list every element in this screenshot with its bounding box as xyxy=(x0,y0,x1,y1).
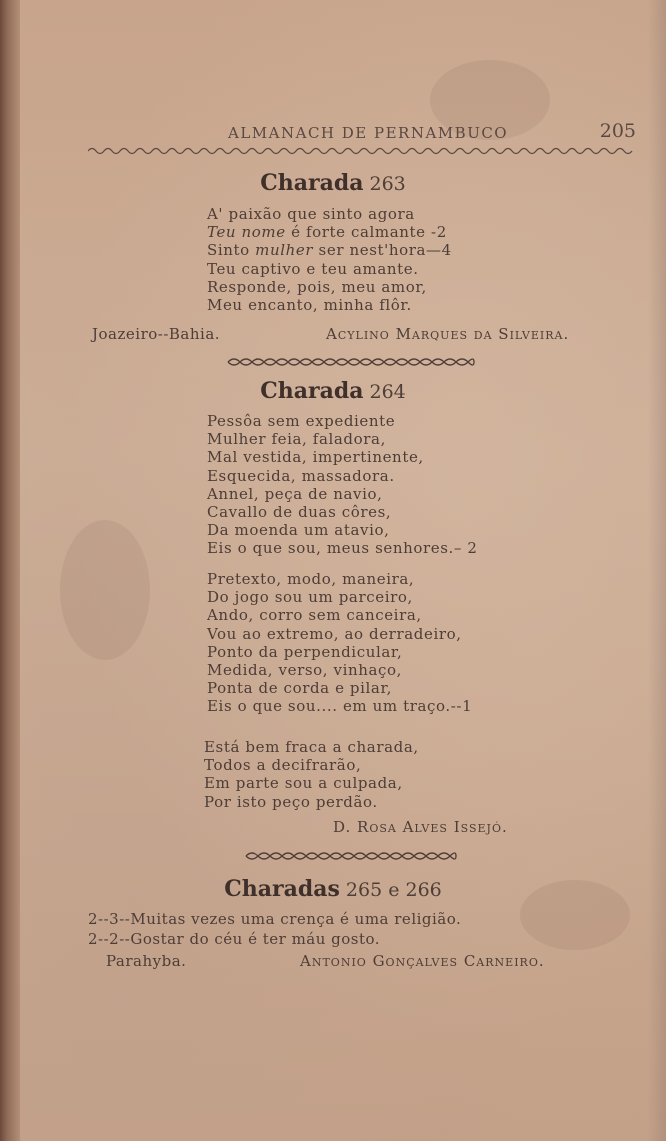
ornamental-divider xyxy=(0,850,666,862)
verse-line: Ando, corro sem canceira, xyxy=(207,606,422,625)
verse-line: Todos a decifrarão, xyxy=(204,756,362,775)
verse-line: Está bem fraca a charada, xyxy=(204,738,419,756)
paper-stain xyxy=(60,520,150,660)
verse-line: Em parte sou a culpada, xyxy=(204,774,403,793)
signature-place: Parahyba. xyxy=(106,952,187,970)
signature-author: Antonio Gonçalves Carneiro. xyxy=(300,952,545,970)
page-header xyxy=(88,120,636,148)
verse-line: Mulher feia, faladora, xyxy=(207,430,386,449)
verse-line: Ponta de corda e pilar, xyxy=(207,679,392,698)
charada-264-title xyxy=(0,378,666,404)
verse-line: Teu captivo e teu amante. xyxy=(207,259,419,278)
signature-author: Acylino Marques da Silveira. xyxy=(326,325,570,343)
wavy-rule-divider xyxy=(88,146,636,156)
title-text: Charadas xyxy=(224,876,340,902)
charada-263-verse xyxy=(207,205,452,314)
verse-line: A' paixão que sinto agora xyxy=(207,205,415,223)
charada-264-stanza-1 xyxy=(207,412,478,558)
verse-line: Da moenda um atavio, xyxy=(207,521,390,540)
charada-264-stanza-2 xyxy=(207,570,472,716)
charada-263-title xyxy=(0,170,666,196)
verse-line: Vou ao extremo, ao derradeiro, xyxy=(207,624,462,643)
verse-line: Do jogo sou um parceiro, xyxy=(207,588,413,607)
verse-line: Teu nome é forte calmante -2 xyxy=(207,223,447,242)
verse-line: Ponto da perpendicular, xyxy=(207,642,403,661)
charada-264-stanza-3 xyxy=(204,738,419,811)
verse-line: Por isto peço perdão. xyxy=(204,792,378,811)
verse-line: Medida, verso, vinhaço, xyxy=(207,661,403,680)
verse-line: Sinto mulher ser nest'hora—4 xyxy=(207,241,452,260)
charada-line: 2--2--Gostar do céu é ter máu gosto. xyxy=(88,930,381,948)
page-number: 205 xyxy=(599,120,636,142)
title-text: Charada xyxy=(260,378,364,404)
title-text: Charada xyxy=(260,170,364,196)
verse-line: Annel, peça de navio, xyxy=(207,484,383,503)
ornamental-divider xyxy=(0,356,666,368)
title-number: 264 xyxy=(369,381,406,403)
title-number: 263 xyxy=(369,173,406,195)
verse-line: Eis o que sou.... em um traço.--1 xyxy=(207,697,473,716)
verse-line: Meu encanto, minha flôr. xyxy=(207,296,412,315)
verse-line: Mal vestida, impertinente, xyxy=(207,448,424,467)
charada-line: 2--3--Muitas vezes uma crença é uma religião. xyxy=(88,910,462,928)
verse-line: Pessôa sem expediente xyxy=(207,412,396,430)
verse-line: Eis o que sou, meus senhores.– 2 xyxy=(207,539,478,558)
verse-line: Esquecida, massadora. xyxy=(207,466,395,485)
charadas-265-266-title xyxy=(0,876,666,902)
verse-line: Cavallo de duas côres, xyxy=(207,503,392,522)
signature-place: Joazeiro--Bahia. xyxy=(92,325,221,343)
verse-line: Responde, pois, meu amor, xyxy=(207,277,427,296)
running-head: ALMANACH DE PERNAMBUCO xyxy=(228,124,509,142)
title-numbers: 265 e 266 xyxy=(345,879,442,901)
signature-author: D. Rosa Alves Issejó. xyxy=(333,818,508,836)
verse-line: Pretexto, modo, maneira, xyxy=(207,570,415,588)
